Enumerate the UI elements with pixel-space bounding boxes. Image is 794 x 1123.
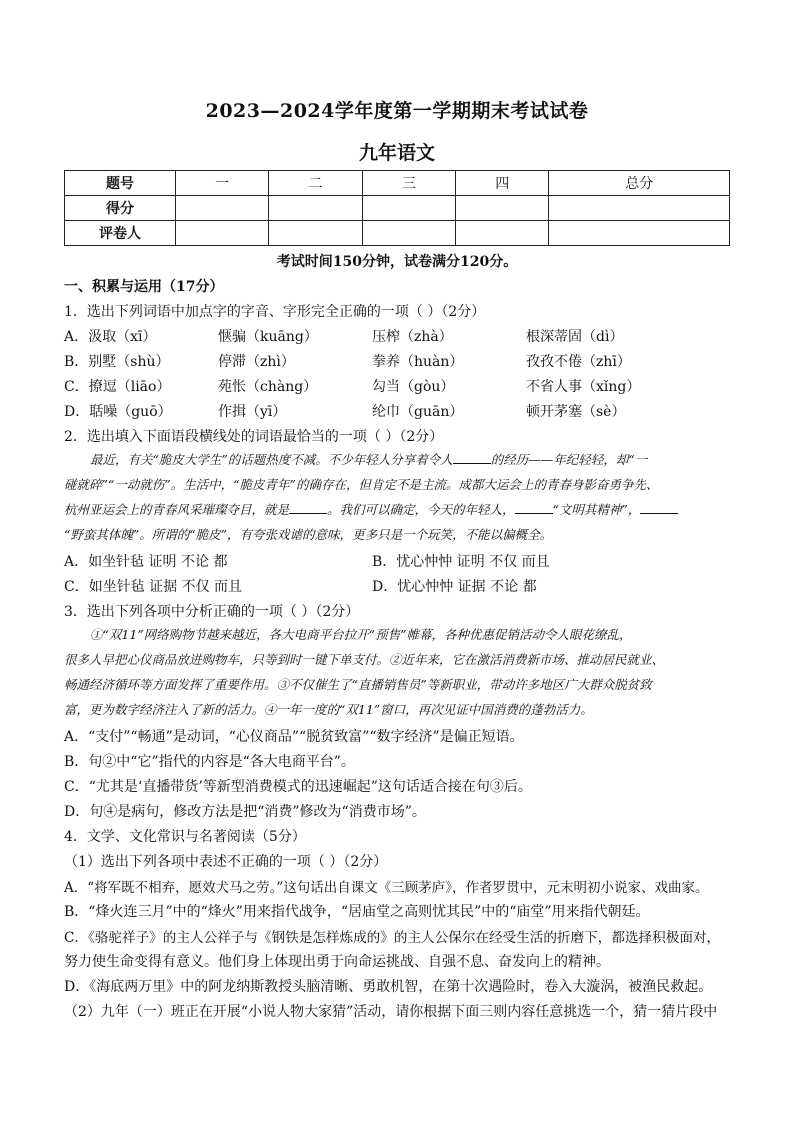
q1-option-b-4: 孜孜不倦（zhī） (526, 354, 631, 370)
question-4-sub-2: （2）九年（一）班正在开展“小说人物大家猜”活动，请你根据下面三则内容任意挑选一个，猜一猜片段中 (64, 1004, 718, 1020)
score-cell[interactable] (362, 196, 455, 221)
passage-text: 最近，有关“脆皮大学生”的话题热度不减。不少年轻人分享着令人 (90, 452, 453, 467)
q3-option-d: D．句④是病句，修改方法是把“消费”修改为“消费市场”。 (64, 804, 426, 820)
score-row-label: 得分 (65, 196, 176, 221)
exam-info: 考试时间150分钟，试卷满分120分。 (276, 254, 518, 270)
q1-option-d-3: 纶巾（guān） (372, 404, 464, 420)
exam-title: 2023—2024学年度第一学期期末考试试卷 (205, 100, 589, 122)
question-2-passage (64, 447, 730, 547)
passage-text: “野蛮其体魄”。所谓的“脆皮”，有夸张戏谑的意味，更多只是一个玩笑，不能以偏概全。 (64, 527, 553, 542)
fill-blank[interactable] (640, 512, 678, 514)
question-2-stem: 2．选出填入下面语段横线处的词语最恰当的一项（ ）（2分） (64, 429, 444, 445)
fill-blank[interactable] (515, 512, 553, 514)
grader-cell[interactable] (549, 221, 730, 246)
q1-option-b-3: 拳养（huàn） (372, 354, 464, 370)
passage-text: 。我们可以确定，今天的年轻人， (327, 502, 515, 517)
q4-option-d: D．《海底两万里》中的阿龙纳斯教授头脑清晰、勇敢机智，在第十次遇险时，卷入大漩涡，被渔民救起。 (64, 979, 713, 995)
exam-subtitle: 九年语文 (358, 142, 435, 164)
passage-text: 杭州亚运会上的青春风采璀璨夺目，就是 (64, 502, 290, 517)
question-3-stem: 3．选出下列各项中分析正确的一项（ ）（2分） (64, 604, 360, 620)
score-cell[interactable] (549, 196, 730, 221)
score-table (64, 170, 730, 246)
q1-option-b-2: 停滞（zhì） (218, 354, 295, 370)
grader-cell[interactable] (269, 221, 362, 246)
section-heading: 一、积累与运用（17分） (64, 279, 224, 295)
q2-option-c: C．如坐针毡 证据 不仅 而且 (64, 579, 243, 595)
q3-option-a: A．“支付”“畅通”是动词，“心仪商品”“脱贫致富”“数字经济”是偏正短语。 (64, 729, 524, 745)
q2-option-d: D．忧心忡忡 证据 不论 都 (372, 579, 537, 595)
passage-text: 碰就碎”“一动就伤”。生活中，“脆皮青年”的确存在，但肯定不是主流。成都大运会上的青春身影奋勇争先、 (64, 477, 659, 492)
grader-cell[interactable] (362, 221, 455, 246)
header-cell: 一 (176, 171, 269, 196)
q4-option-a: A．“将军既不相弃，愿效犬马之劳。”这句话出自课文《三顾茅庐》，作者罗贯中，元末明初小说家、戏曲家。 (64, 880, 709, 896)
q3-option-c: C．“尤其是‘直播带货’等新型消费模式的迅速崛起”这句话适合接在句③后。 (64, 779, 532, 795)
fill-blank[interactable] (453, 462, 491, 464)
q1-option-d-4: 顿开茅塞（sè） (526, 404, 626, 420)
passage-text: “文明其精神”， (552, 502, 641, 517)
q1-option-d-2: 作揖（yī） (218, 404, 287, 420)
score-cell[interactable] (269, 196, 362, 221)
q1-option-a-2: 惬骗（kuāng） (218, 329, 318, 345)
q3-option-b: B．句②中“它”指代的内容是“各大电商平台”。 (64, 754, 355, 770)
question-3-passage (64, 622, 730, 722)
grader-row (65, 221, 730, 246)
fill-blank[interactable] (289, 512, 327, 514)
q2-option-a: A．如坐针毡 证明 不论 都 (64, 554, 228, 570)
q1-option-a-3: 压榨（zhà） (372, 329, 453, 345)
score-cell[interactable] (176, 196, 269, 221)
header-cell: 总分 (549, 171, 730, 196)
question-4-sub-1: （1）选出下列各项中表述不正确的一项（ ）（2分） (64, 854, 388, 870)
grader-cell[interactable] (456, 221, 549, 246)
grader-cell[interactable] (176, 221, 269, 246)
passage-text: 很多人早把心仪商品放进购物车，只等到时一键下单支付。②近年来，它在激活消费新市场、推动居民就业、 (64, 652, 665, 667)
q1-option-c-2: 苑怅（chàng） (218, 379, 318, 395)
header-cell: 题号 (65, 171, 176, 196)
q4-option-c-continued: 努力使生命变得有意义。他们身上体现出勇于向命运挑战、自强不息、奋发向上的精神。 (64, 954, 610, 970)
q2-option-b: B．忧心忡忡 证明 不仅 而且 (372, 554, 550, 570)
score-cell[interactable] (456, 196, 549, 221)
score-row (65, 196, 730, 221)
header-cell: 三 (362, 171, 455, 196)
passage-text: 富，更为数字经济注入了新的活力。④一年一度的“双11”窗口，再次见证中国消费的蓬勃活力。 (64, 702, 593, 717)
q1-option-b-1: B．别墅（shù） (64, 354, 170, 370)
q1-option-a-4: 根深蒂固（dì） (526, 329, 624, 345)
q1-option-c-3: 勾当（gòu） (372, 379, 455, 395)
header-cell: 四 (456, 171, 549, 196)
q1-option-a-1: A．汲取（xī） (64, 329, 157, 345)
q1-option-d-1: D．聒噪（guō） (64, 404, 172, 420)
q4-option-b: B．“烽火连三月”中的“烽火”用来指代战争，“居庙堂之高则忧其民”中的“庙堂”用来指代朝廷。 (64, 904, 650, 920)
passage-text: ①“双11”网络购物节越来越近，各大电商平台拉开“预售”帷幕，各种优惠促销活动令人眼花缭乱， (90, 627, 632, 642)
q1-option-c-1: C．撩逗（liāo） (64, 379, 171, 395)
passage-text: 的经历——年纪轻轻，却“一 (490, 452, 648, 467)
passage-text: 畅通经济循环等方面发挥了重要作用。③不仅催生了“直播销售员”等新职业，带动许多地区广大群众脱贫致 (64, 677, 652, 692)
q1-option-c-4: 不省人事（xǐng） (526, 379, 641, 395)
score-table-header-row (65, 171, 730, 196)
question-1-stem: 1．选出下列词语中加点字的字音、字形完全正确的一项（ ）（2分） (64, 304, 486, 320)
q4-option-c: C．《骆驼祥子》的主人公祥子与《钢铁是怎样炼成的》的主人公保尔在经受生活的折磨下，都选择积极面对， (64, 930, 721, 946)
question-4-stem: 4．文学、文化常识与名著阅读（5分） (64, 829, 306, 845)
header-cell: 二 (269, 171, 362, 196)
grader-row-label: 评卷人 (65, 221, 176, 246)
